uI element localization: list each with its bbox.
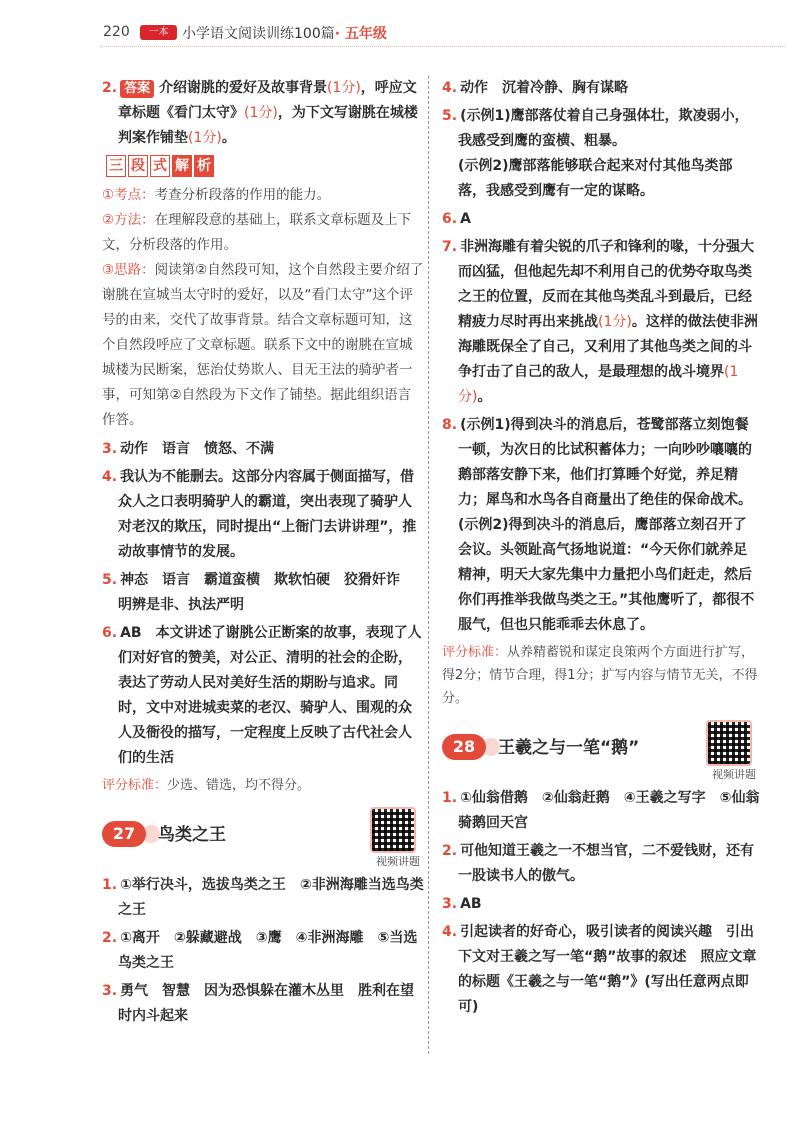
page-header xyxy=(0,0,800,62)
answer-text: 可他知道王羲之一不想当官，二不爱钱财，还有一股读书人的傲气。 xyxy=(458,843,755,884)
score-mark: (1分) xyxy=(326,80,361,96)
score-mark: (1分) xyxy=(244,105,278,121)
answer-text: ①举行决斗，选拔鸟类之王 ②非洲海雕当选鸟类之王 xyxy=(118,877,424,918)
answer-26-7 xyxy=(442,235,760,410)
series-title xyxy=(182,23,387,43)
qr-caption: 视频讲题 xyxy=(376,855,420,868)
answer-4 xyxy=(102,465,424,565)
analysis-title-char: 解 xyxy=(172,155,192,177)
answer-text: A xyxy=(460,211,471,227)
answer-number: 3. xyxy=(442,896,458,912)
answer-2 xyxy=(102,76,424,151)
answer-28-1 xyxy=(442,786,760,836)
answer-number: 1. xyxy=(442,790,458,806)
answer-text: AB xyxy=(460,896,482,912)
answer-26-8 xyxy=(442,413,760,513)
answer-text: 。 xyxy=(477,389,492,405)
answer-text: (示例1)鹰部落仗着自己身强体壮，欺凌弱小，我感受到鹰的蛮横、粗暴。 xyxy=(458,108,749,149)
answer-number: 7. xyxy=(442,239,458,255)
answer-text: 动作 语言 愤怒、不满 xyxy=(120,441,275,457)
analysis-title-char: 段 xyxy=(128,155,148,177)
answer-26-4 xyxy=(442,76,760,101)
right-column xyxy=(442,76,760,1023)
answer-26-8-example-2: (示例2)得到决斗的消息后，鹰部落立刻召开了会议。头领趾高气扬地说道：“今天你们就养足精神，明天大家先集中力量把小鸟们赶走，然后你们再推举我做鸟类之王。”其他鹰听了，都很不服气，但也只能乖乖去休息了。 xyxy=(458,517,755,633)
answer-text: ①离开 ②躲藏避战 ③鹰 ④非洲海雕 ⑤当选鸟类之王 xyxy=(118,930,418,971)
lesson-number: 27 xyxy=(102,821,146,847)
answer-27-3 xyxy=(102,979,424,1029)
lesson-title: 王羲之与一笔“鹅” xyxy=(498,738,640,758)
grade-label: · 五年级 xyxy=(334,26,387,42)
scoring-text: 从养精蓄锐和谋定良策两个方面进行扩写，得2分；情节合理，得1分；扩写内容与情节无关，不得分。 xyxy=(442,645,758,706)
answer-26-6 xyxy=(442,207,760,232)
answer-number: 2. xyxy=(442,843,458,859)
scoring-label: 评分标准： xyxy=(102,778,168,793)
answer-26-5-example-2: (示例2)鹰部落能够联合起来对付其他鸟类部落，我感受到鹰有一定的谋略。 xyxy=(458,158,733,199)
answer-text: 非洲海雕有着尖锐的爪子和锋利的喙，十分强大而凶猛，但他起先却不利用自己的优势夺取鸟类之王的位置，反而在其他鸟类乱斗到最后，已经精疲力尽时再出来挑战 xyxy=(458,239,755,330)
page-number: 220 xyxy=(103,24,130,40)
answer-28-4 xyxy=(442,920,760,1020)
answer-number: 5. xyxy=(102,572,118,588)
qr-code-icon[interactable] xyxy=(370,807,416,853)
answer-number: 4. xyxy=(442,80,458,96)
answer-badge: 答案 xyxy=(120,80,154,98)
lesson-28-heading xyxy=(442,720,760,781)
qr-code-icon[interactable] xyxy=(706,720,752,766)
analysis-text: 阅读第②自然段可知，这个自然段主要介绍了谢朓在宣城当太守时的爱好，以及“看门太守”这个评号的由来，交代了故事背景。结合文章标题可知，这个自然段呼应了文章标题。联系下文中的谢朓在宣城城楼为民断案，惩治仗势欺人、目无王法的骑驴者一事，可知第②自然段为下文作了铺垫。据此组织语言作答。 xyxy=(102,262,424,428)
analysis-title-char: 三 xyxy=(106,155,126,177)
answer-number: 4. xyxy=(442,924,458,940)
analysis-text: 考查分析段落的作用的能力。 xyxy=(154,187,331,203)
scoring-text: 少选、错选，均不得分。 xyxy=(167,778,311,793)
analysis-label: ①考点： xyxy=(102,187,155,203)
answer-text: 。 xyxy=(221,130,236,146)
score-mark: (1分) xyxy=(598,314,632,330)
answer-6 xyxy=(102,621,424,771)
answer-number: 2. xyxy=(102,930,118,946)
answer-text: AB 本文讲述了谢朓公正断案的故事，表现了人们对好官的赞美，对公正、清明的社会的企盼，表达了劳动人民对美好生活的期盼与追求。同时，文中对进城卖菜的老汉、骑驴人、围观的众人及衙役的描写，一定程度上反映了古代社会人们的生活 xyxy=(118,625,422,766)
answer-text: 介绍谢朓的爱好及故事背景 xyxy=(158,80,327,96)
answer-28-2 xyxy=(442,839,760,889)
lesson-number: 28 xyxy=(442,734,486,760)
answer-number: 5. xyxy=(442,108,458,124)
column-divider xyxy=(428,76,429,1054)
answer-number: 6. xyxy=(442,211,458,227)
analysis-fangfa xyxy=(102,208,424,258)
series-name: 小学语文阅读训练100篇 xyxy=(182,26,335,42)
lesson-27-heading xyxy=(102,807,424,868)
left-column xyxy=(102,76,424,1032)
lesson-title: 鸟类之王 xyxy=(158,825,226,845)
answer-number: 2. xyxy=(102,80,118,96)
analysis-text: 在理解段意的基础上，联系文章标题及上下文，分析段落的作用。 xyxy=(102,212,412,253)
answer-28-3 xyxy=(442,892,760,917)
header-rule xyxy=(100,46,785,47)
analysis-label: ③思路： xyxy=(102,262,155,278)
answer-27-1 xyxy=(102,873,424,923)
answer-text: ，呼应文章标题《看门太守》 xyxy=(118,80,417,121)
answer-26-5 xyxy=(442,104,760,154)
analysis-title xyxy=(106,155,424,179)
answer-text: 动作 沉着冷静、胸有谋略 xyxy=(460,80,629,96)
answer-number: 1. xyxy=(102,877,118,893)
analysis-label: ②方法： xyxy=(102,212,155,228)
scoring-criteria xyxy=(102,774,424,797)
answer-5 xyxy=(102,568,424,618)
answer-text: 。这样的做法使非洲海雕既保全了自己，又利用了其他鸟类之间的斗争打击了自己的敌人，是最理想的战斗境界 xyxy=(458,314,758,380)
answer-number: 8. xyxy=(442,417,458,433)
answer-text: ，为下文写谢朓在城楼判案作铺垫 xyxy=(118,105,418,146)
analysis-title-char: 析 xyxy=(194,155,214,177)
answer-text: 勇气 智慧 因为恐惧躲在灌木丛里 胜利在望时内斗起来 xyxy=(118,983,415,1024)
analysis-silu xyxy=(102,258,424,433)
scoring-criteria xyxy=(442,641,760,710)
score-mark: (1分) xyxy=(458,364,739,405)
answer-text: (示例1)得到决斗的消息后，苍鹭部落立刻饱餐一顿，为次日的比试积蓄体力；一向吵吵嚷嚷的鹅部落安静下来，他们打算睡个好觉，养足精力；犀鸟和水鸟各自商量出了绝佳的保命战术。 xyxy=(458,417,752,508)
answer-number: 6. xyxy=(102,625,118,641)
scoring-label: 评分标准： xyxy=(442,645,508,660)
answer-number: 3. xyxy=(102,983,118,999)
score-mark: (1分) xyxy=(188,130,222,146)
analysis-kaodian xyxy=(102,183,424,208)
qr-caption: 视频讲题 xyxy=(712,768,756,781)
answer-text: 引起读者的好奇心，吸引读者的阅读兴趣 引出下文对王羲之写一笔“鹅”故事的叙述 照应文章的标题《王羲之与一笔“鹅”》(写出任意两点即可) xyxy=(458,924,757,1015)
answer-text: 神态 语言 霸道蛮横 欺软怕硬 狡猾奸诈 明辨是非、执法严明 xyxy=(118,572,415,613)
answer-3 xyxy=(102,437,424,462)
answer-text: ①仙翁借鹅 ②仙翁赶鹅 ④王羲之写字 ⑤仙翁骑鹅回天宫 xyxy=(458,790,760,831)
answer-27-2 xyxy=(102,926,424,976)
brand-logo: 一本 xyxy=(140,25,177,40)
answer-text: 我认为不能删去。这部分内容属于侧面描写，借众人之口表明骑驴人的霸道，突出表现了骑驴人对老汉的欺压，同时提出“上衙门去讲讲理”，推动故事情节的发展。 xyxy=(118,469,417,560)
answer-number: 3. xyxy=(102,441,118,457)
analysis-title-char: 式 xyxy=(150,155,170,177)
answer-number: 4. xyxy=(102,469,118,485)
